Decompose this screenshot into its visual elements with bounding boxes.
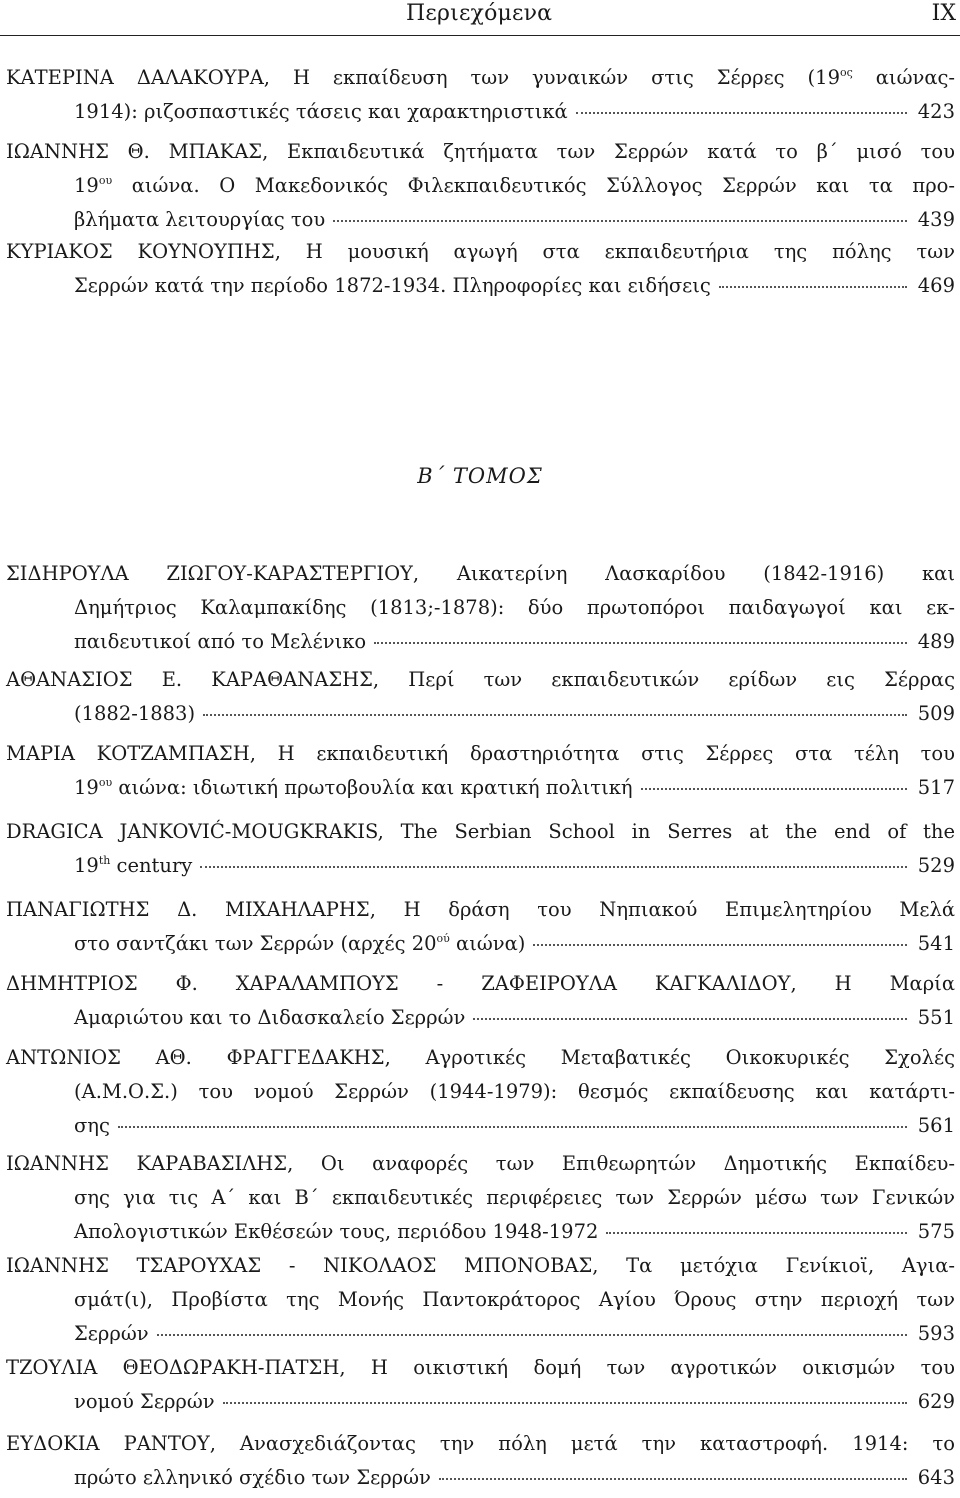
toc-entry [6,1044,955,1146]
toc-entry-text: ΔΗΜΗΤΡΙΟΣ Φ. ΧΑΡΑΛΑΜΠΟΥΣ - ΖΑΦΕΙΡΟΥΛΑ ΚΑΓΚΑΛΙΔΟΥ, Η Μαρία [6,972,955,995]
toc-entry-text: ΑΘΑΝΑΣΙΟΣ Ε. ΚΑΡΑΘΑΝΑΣΗΣ, Περί των εκπαιδευτικών ερίδων εις Σέρρας [6,668,955,691]
page-title: Περιεχόμενα [406,1,553,26]
toc-page-number: 489 [917,630,955,653]
toc-entry [6,896,955,964]
toc-entry-text: ΤΖΟΥΛΙΑ ΘΕΟΔΩΡΑΚΗ-ΠΑΤΣΗ, Η οικιστική δομή των αγροτικών οικισμών του [6,1356,955,1379]
toc-entry-last-line [6,1464,955,1498]
toc-entry-text: Αμαριώτου και το Διδασκαλείο Σερρών [74,1006,466,1029]
toc-entry-line [6,1286,955,1320]
dot-leader [576,111,907,114]
toc-entry-last-line [6,1004,955,1038]
toc-entry-line [6,560,955,594]
dot-leader [439,1477,907,1480]
toc-entry-line [6,970,955,1004]
toc-entry-line [6,172,955,206]
toc-entry-last-line [6,1388,955,1422]
page-header [0,0,960,38]
toc-entry-line [6,666,955,700]
toc-entry-text: DRAGICA JANKOVIĆ-MOUGKRAKIS, The Serbian School in Serres at the end of the [6,820,955,843]
dot-leader [203,713,907,716]
dot-leader [533,943,907,946]
toc-entry-last-line [6,98,955,132]
toc-entry-text: (1882-1883) [74,702,196,725]
toc-entry [6,740,955,808]
toc-entry-line [6,64,955,98]
toc-entry-text: σης για τις Α΄ και Β΄ εκπαιδευτικές περιφέρειες των Σερρών μέσω των Γενικών [74,1186,955,1209]
toc-entry-text: ΣΙΔΗΡΟΥΛΑ ΖΙΩΓΟΥ-ΚΑΡΑΣΤΕΡΓΙΟΥ, Αικατερίνη Λασκαρίδου (1842-1916) και [6,562,955,585]
toc-entry-line [6,1150,955,1184]
dot-leader [606,1231,907,1234]
toc-entry [6,970,955,1038]
toc-entry-line [6,1430,955,1464]
toc-entry [6,818,955,886]
toc-entry-text: $19^{o\upsilon}$ αιώνα. Ο Μακεδονικός Φιλεκπαιδευτικός Σύλλογος Σερρών και τα προ- [74,174,955,197]
toc-entry-text: ΠΑΝΑΓΙΩΤΗΣ Δ. ΜΙΧΑΗΛΑΡΗΣ, Η δράση του Νηπιακού Επιμελητηρίου Μελά [6,898,955,921]
toc-entry-text: πρώτο ελληνικό σχέδιο των Σερρών [74,1466,431,1489]
section-title: Β΄ ΤΟΜΟΣ [417,464,543,488]
toc-entry [6,1430,955,1498]
toc-entry-last-line [6,272,955,306]
dot-leader [157,1333,907,1336]
toc-entry-last-line [6,852,955,886]
toc-entry-last-line [6,206,955,240]
toc-entry-text: σης [74,1114,110,1137]
toc-page-number: 561 [917,1114,955,1137]
toc-entry [6,138,955,240]
toc-entry-text: ΚΥΡΙΑΚΟΣ ΚΟΥΝΟΥΠΗΣ, Η μουσική αγωγή στα εκπαιδευτήρια της πόλης των [6,240,955,263]
toc-entry-text: ΕΥΔΟΚΙΑ ΡΑΝΤΟΥ, Ανασχεδιάζοντας την πόλη μετά την καταστροφή. 1914: το [6,1432,955,1455]
toc-page-number: 517 [917,776,955,799]
toc-entry-text: ΚΑΤΕΡΙΝΑ ΔΑΛΑΚΟΥΡΑ, Η εκπαίδευση των γυναικών στις Σέρρες ($19^{o\varsigma}$ αιώνας- [6,66,955,89]
toc-entry-line [6,1184,955,1218]
toc-page-number: 551 [917,1006,955,1029]
dot-leader [374,641,907,644]
toc-entry-text: βλήματα λειτουργίας του [74,208,326,231]
toc-entry-text: 19th century [74,854,193,877]
toc-entry-line [6,594,955,628]
toc-entry-text: (Α.Μ.Ο.Σ.) του νομού Σερρών (1944-1979): θεσμός εκπαίδευσης και κατάρτι- [74,1080,955,1103]
dot-leader [223,1401,907,1404]
toc-entry-line [6,740,955,774]
dot-leader [641,787,907,790]
toc-entry-text: ΙΩΑΝΝΗΣ ΤΣΑΡΟΥΧΑΣ - ΝΙΚΟΛΑΟΣ ΜΠΟΝΟΒΑΣ, Τα μετόχια Γενίκιοϊ, Αγια- [6,1254,955,1277]
toc-entry-line [6,896,955,930]
toc-entry-line [6,1354,955,1388]
toc-entry [6,1252,955,1354]
toc-entry-last-line [6,1320,955,1354]
toc-entry-text: ΑΝΤΩΝΙΟΣ ΑΘ. ΦΡΑΓΓΕΔΑΚΗΣ, Αγροτικές Μεταβατικές Οικοκυρικές Σχολές [6,1046,955,1069]
toc-entry [6,666,955,734]
dot-leader [333,219,907,222]
header-rule [0,35,960,36]
toc-page-number: 509 [917,702,955,725]
toc-page-number: 629 [917,1390,955,1413]
toc-entry-text: Απολογιστικών Εκθέσεών τους, περιόδου 1948-1972 [74,1220,599,1243]
toc-entry [6,1354,955,1422]
toc-page-number: 439 [917,208,955,231]
dot-leader [719,285,907,288]
toc-entry [6,64,955,132]
toc-entry-text: Σερρών [74,1322,149,1345]
toc-entry-line [6,1044,955,1078]
toc-entry-text: 1914): ριζοσπαστικές τάσεις και χαρακτηριστικά [74,100,568,123]
toc-entry-line [6,1078,955,1112]
dot-leader [200,865,907,868]
toc-entry-line [6,818,955,852]
toc-entry-text: στο σαντζάκι των Σερρών (αρχές $20^{oύ}$ αιώνα) [74,932,526,955]
toc-entry-last-line [6,1218,955,1252]
toc-entry [6,238,955,306]
toc-entry-text: ΙΩΑΝΝΗΣ ΚΑΡΑΒΑΣΙΛΗΣ, Οι αναφορές των Επιθεωρητών Δημοτικής Εκπαίδευ- [6,1152,955,1175]
toc-entry-text: παιδευτικοί από το Μελένικο [74,630,367,653]
toc-entry [6,1150,955,1252]
toc-page-number: 575 [917,1220,955,1243]
toc-entry-text: νομού Σερρών [74,1390,215,1413]
toc-entry-last-line [6,774,955,808]
toc-entry-line [6,1252,955,1286]
toc-entry-text: Δημήτριος Καλαμπακίδης (1813;-1878): δύο πρωτοπόροι παιδαγωγοί και εκ- [74,596,955,619]
page-number: IX [931,1,956,26]
toc-page-number: 469 [917,274,955,297]
toc-entry-text: ΜΑΡΙΑ ΚΟΤΖΑΜΠΑΣΗ, Η εκπαιδευτική δραστηριότητα στις Σέρρες στα τέλη του [6,742,955,765]
toc-entry-text: $19^{o\upsilon}$ αιώνα: ιδιωτική πρωτοβουλία και κρατική πολιτική [74,776,633,799]
toc-entry-last-line [6,628,955,662]
toc-entry-last-line [6,700,955,734]
toc-entry-line [6,238,955,272]
toc-entry-line [6,138,955,172]
toc-entry-text: σμάτ(ι), Προβίστα της Μονής Παντοκράτορος Αγίου Όρους στην περιοχή των [74,1288,955,1311]
toc-page-number: 529 [917,854,955,877]
toc-page-number: 423 [917,100,955,123]
toc-page-number: 541 [917,932,955,955]
dot-leader [118,1125,907,1128]
toc-page-number: 593 [917,1322,955,1345]
toc-entry-text: Σερρών κατά την περίοδο 1872-1934. Πληροφορίες και ειδήσεις [74,274,711,297]
toc-entry-last-line [6,1112,955,1146]
toc-page-number: 643 [917,1466,955,1489]
toc-entry [6,560,955,662]
toc-entry-last-line [6,930,955,964]
dot-leader [473,1017,907,1020]
toc-entry-text: ΙΩΑΝΝΗΣ Θ. ΜΠΑΚΑΣ, Εκπαιδευτικά ζητήματα των Σερρών κατά το β΄ μισό του [6,140,955,163]
